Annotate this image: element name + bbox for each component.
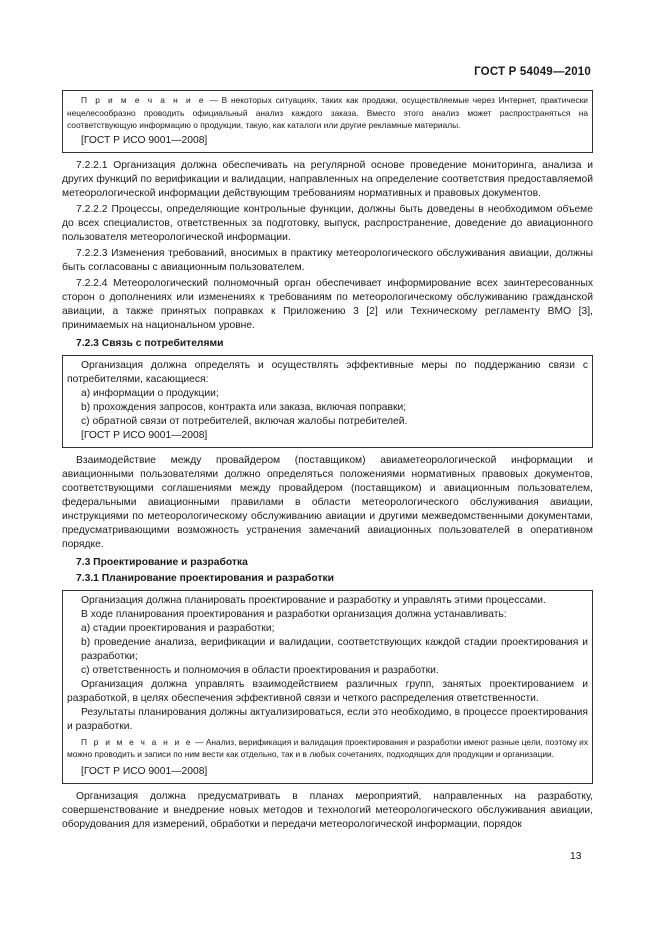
page-body — [62, 90, 593, 832]
box-paragraph: Результаты планирования должны актуализироваться, если это необходимо, в процессе проектирования и разработки. — [67, 706, 588, 732]
list-item: c) ответственность и полномочия в области проектирования и разработки. — [81, 664, 439, 676]
heading-7-3: 7.3 Проектирование и разработка — [76, 556, 248, 568]
note-text: — В некоторых ситуациях, таких как продажи, осуществляемые через Интернет, практически нецелесообразно проводить официальный анализ каждого заказа. Вместо этого анализ может распространяться на соответствующую информацию о продукции, такую, как каталоги или другие рекламные материалы. — [67, 95, 588, 130]
standard-reference: [ГОСТ Р ИСО 9001—2008] — [81, 765, 208, 777]
list-item — [67, 636, 588, 664]
standard-reference: [ГОСТ Р ИСО 9001—2008] — [81, 134, 208, 146]
page-number: 13 — [570, 851, 582, 862]
note-paragraph — [67, 94, 588, 132]
paragraph-7-2-2-3: 7.2.2.3 Изменения требований, вносимых в практику метеорологического обслуживания авиации, должны быть согласованы с авиационным пользователем. — [62, 247, 593, 273]
paragraph-interaction: Взаимодействие между провайдером (поставщиком) авиаметеорологической информации и авиационными пользователями должно определяться положениями нормативных правовых документов, соответствующими соглашениями между провайдером (поставщиком) и авиационным пользователем, федеральными авиационными правилами в области метеорологического обслуживания авиации, инструкциями по метеорологическому обслуживанию авиации и другими межведомственными документами, предусматривающими возможность устранения замечаний авиационных пользователей в оперативном порядке. — [62, 454, 593, 550]
standard-reference: [ГОСТ Р ИСО 9001—2008] — [81, 429, 208, 441]
note-paragraph — [67, 736, 588, 761]
box-paragraph: В ходе планирования проектирования и разработки организация должна устанавливать: — [81, 608, 507, 620]
list-item: a) информации о продукции; — [81, 387, 219, 399]
paragraph-last: Организация должна предусматривать в планах мероприятий, направленных на разработку, совершенствование и внедрение новых методов и технологий метеорологического обслуживания авиации, оборудования для измерений, обработки и передачи метеорологической информации, порядок — [62, 790, 593, 830]
section-7-2-2 — [62, 159, 593, 333]
note-label: П р и м е ч а н и е — [81, 95, 206, 105]
list-item: a) стадии проектирования и разработки; — [81, 622, 275, 634]
box-paragraph: Организация должна планировать проектирование и разработку и управлять этими процессами. — [81, 594, 546, 606]
paragraph-7-2-2-2: 7.2.2.2 Процессы, определяющие контрольные функции, должны быть доведены в необходимом объеме до всех специалистов, ответственных за подготовку, выпуск, распространение, доведение до авиационного пользователя метеорологической информации. — [62, 203, 593, 243]
list-item-text: b) проведение анализа, верификации и валидации, соответствующих каждой стадии проектирования и разработки; — [81, 636, 588, 662]
paragraph-7-2-2-1: 7.2.2.1 Организация должна обеспечивать на регулярной основе проведение мониторинга, анализа и других функций по верификации и валидации, направленных на определение соответствия предоставляемой метеорологической информации действующим требованиям нормативных и правовых документов. — [62, 159, 593, 199]
quote-box-customer-communication — [62, 355, 593, 448]
quote-box-design-planning — [62, 590, 593, 784]
note-box-order-review — [62, 90, 593, 153]
paragraph-7-2-2-4: 7.2.2.4 Метеорологический полномочный орган обеспечивает информирование всех заинтересованных сторон о дополнениях или изменениях к требованиям по метеорологическому обслуживанию гражданской авиации, а также принятых поправках к Приложению 3 [2] или Техническому регламенту ВМО [3], принимаемых на национальном уровне. — [62, 277, 593, 331]
list-item: c) обратной связи от потребителей, включая жалобы потребителей. — [81, 415, 408, 427]
heading-7-3-1: 7.3.1 Планирование проектирования и разработки — [76, 572, 334, 584]
note-text: — Анализ, верификация и валидация проектирования и разработки имеют разные цели, поэтому их можно проводить и записи по ним вести как отдельно, так и в любых сочетаниях, подходящих для продукции и организации. — [67, 736, 589, 759]
box-intro: Организация должна определять и осуществлять эффективные меры по поддержанию связи с потребителями, касающиеся: — [67, 359, 588, 385]
list-item: b) прохождения запросов, контракта или заказа, включая поправки; — [81, 401, 407, 413]
box-paragraph: Организация должна управлять взаимодействием различных групп, занятых проектированием и разработкой, в целях обеспечения эффективной связи и четкого распределения ответственности. — [67, 678, 588, 704]
note-label: П р и м е ч а н и е — [81, 736, 193, 747]
document-id: ГОСТ Р 54049—2010 — [474, 66, 591, 78]
heading-7-2-3: 7.2.3 Связь с потребителями — [76, 337, 224, 349]
